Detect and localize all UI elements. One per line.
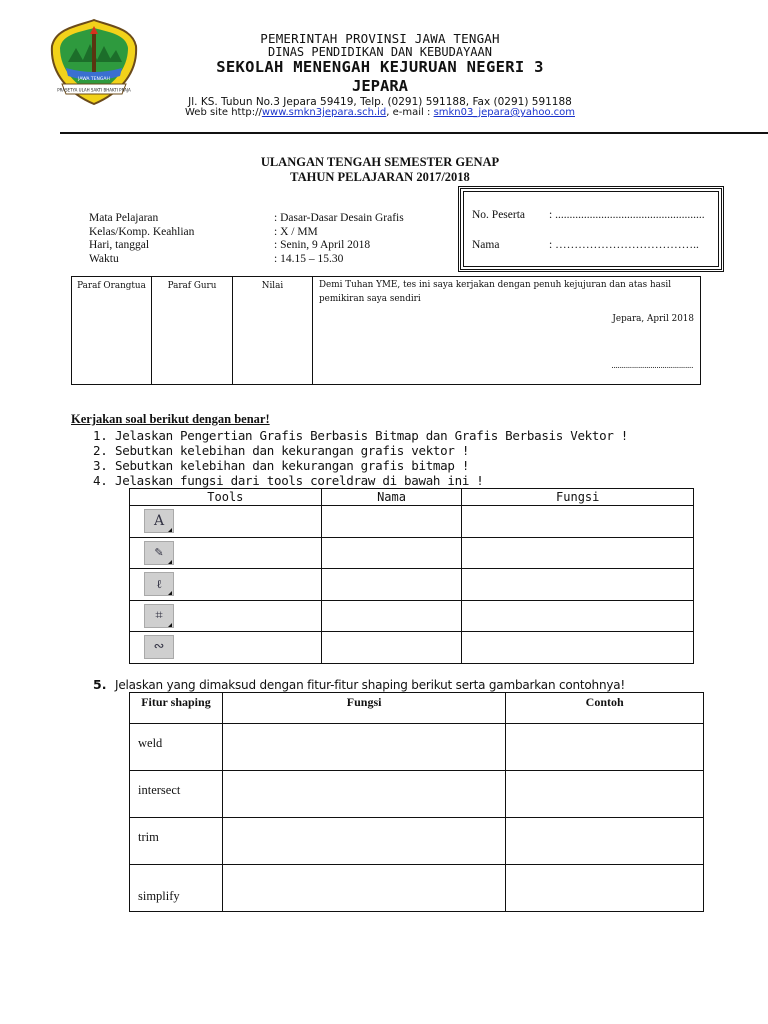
feature-example-answer[interactable]	[506, 818, 704, 865]
question-text: Jelaskan Pengertian Grafis Berbasis Bitmap dan Grafis Berbasis Vektor !	[115, 428, 629, 443]
feature-name: intersect	[130, 771, 223, 818]
question-item	[93, 443, 469, 458]
tool-function-answer[interactable]	[462, 600, 694, 632]
question-number: 3.	[93, 458, 108, 473]
crop-tool-icon: ⌗	[144, 604, 174, 628]
feature-function-answer[interactable]	[222, 771, 505, 818]
question-number: 5.	[93, 677, 107, 692]
tool-function-answer[interactable]	[462, 569, 694, 601]
identity-label: Hari, tanggal	[89, 239, 150, 251]
letterhead-divider	[60, 132, 768, 134]
tool-name-answer[interactable]	[321, 506, 462, 538]
feature-name: trim	[130, 818, 223, 865]
question-text: Sebutkan kelebihan dan kekurangan grafis bitmap !	[115, 458, 470, 473]
table-row	[130, 600, 694, 632]
function-header: Fungsi	[462, 489, 694, 506]
provincial-emblem-logo	[48, 18, 140, 106]
smudge-brush-tool-icon: ∾	[144, 635, 174, 659]
exam-title: ULANGAN TENGAH SEMESTER GENAP	[260, 155, 500, 169]
academic-year: TAHUN PELAJARAN 2017/2018	[290, 170, 470, 184]
text-tool-icon: A	[144, 509, 174, 533]
question-text: Sebutkan kelebihan dan kekurangan grafis vektor !	[115, 443, 470, 458]
participant-box-inner	[463, 191, 719, 267]
feature-function-answer[interactable]	[222, 818, 505, 865]
letterhead-address: Jl. KS. Tubun No.3 Jepara 59419, Telp. (0291) 591188, Fax (0291) 591188	[188, 96, 572, 108]
tools-header: Tools	[130, 489, 322, 506]
tool-icon-cell	[130, 632, 322, 664]
table-row	[130, 506, 694, 538]
email-link[interactable]: smkn03_jepara@yahoo.com	[433, 107, 575, 118]
feature-name: simplify	[130, 865, 223, 912]
table-row	[130, 818, 704, 865]
logo-text: JAWA TENGAH	[78, 77, 110, 82]
parent-signature-cell[interactable]: Paraf Orangtua	[72, 277, 152, 384]
letterhead-province: PEMERINTAH PROVINSI JAWA TENGAH	[260, 31, 500, 46]
identity-value: : X / MM	[274, 225, 318, 238]
honesty-statement: Demi Tuhan YME, tes ini saya kerjakan dengan penuh kejujuran dan atas hasil pemikiran saya sendiri	[319, 280, 672, 304]
tool-function-answer[interactable]	[462, 632, 694, 664]
honesty-statement-cell	[313, 277, 700, 384]
tool-function-answer[interactable]	[462, 537, 694, 569]
letterhead-school: SEKOLAH MENENGAH KEJURUAN NEGERI 3	[216, 58, 544, 76]
letterhead-department: DINAS PENDIDIKAN DAN KEBUDAYAAN	[268, 45, 492, 59]
website-label: Web site http://	[185, 107, 262, 118]
name-header: Nama	[321, 489, 462, 506]
question-item	[93, 428, 628, 443]
logo-motto: PRASETYA ULAH SAKTI BHAKTI PRAJA	[57, 87, 131, 93]
tool-name-answer[interactable]	[321, 569, 462, 601]
table-row	[130, 865, 704, 912]
feature-name: weld	[130, 724, 223, 771]
table-row	[130, 632, 694, 664]
question-number: 1.	[93, 428, 108, 443]
question-number: 4.	[93, 473, 108, 488]
shaping-table-header	[130, 693, 704, 724]
website-link[interactable]: www.smkn3jepara.sch.id	[261, 107, 387, 118]
freehand-tool-icon: ℓ	[144, 572, 174, 596]
tool-icon-cell	[130, 506, 322, 538]
question-item	[93, 677, 625, 692]
participant-box	[458, 186, 724, 272]
identity-value: : Senin, 9 April 2018	[274, 239, 371, 251]
feature-function-answer[interactable]	[222, 865, 505, 912]
tool-icon-cell	[130, 569, 322, 601]
feature-function-answer[interactable]	[222, 724, 505, 771]
question-number: 2.	[93, 443, 108, 458]
identity-value: : Dasar-Dasar Desain Grafis	[274, 212, 404, 224]
function-header: Fungsi	[222, 693, 505, 724]
participant-number-field[interactable]: : ....................................................	[549, 209, 705, 221]
email-label: , e-mail :	[386, 107, 434, 118]
student-signature-line[interactable]: ........................................	[611, 361, 693, 370]
table-row	[130, 771, 704, 818]
table-row	[130, 724, 704, 771]
signature-table	[71, 276, 701, 385]
question-text: Jelaskan fungsi dari tools coreldraw di bawah ini !	[115, 473, 484, 488]
identity-row	[89, 212, 404, 226]
identity-row	[89, 239, 404, 253]
table-row	[130, 569, 694, 601]
instructions-heading: Kerjakan soal berikut dengan benar!	[71, 412, 270, 426]
participant-name-field[interactable]: : ………………………………..	[549, 239, 699, 251]
identity-label: Mata Pelajaran	[89, 212, 159, 224]
identity-row	[89, 226, 404, 240]
identity-row	[89, 253, 404, 267]
identity-value: : 14.15 – 15.30	[274, 252, 344, 265]
table-row	[130, 537, 694, 569]
question-item	[93, 458, 469, 473]
feature-example-answer[interactable]	[506, 724, 704, 771]
feature-example-answer[interactable]	[506, 865, 704, 912]
letterhead-city: JEPARA	[352, 77, 408, 95]
question-item	[93, 473, 484, 488]
tool-icon-cell	[130, 537, 322, 569]
tools-table	[129, 488, 694, 664]
shaping-table	[129, 692, 704, 912]
teacher-signature-cell[interactable]: Paraf Guru	[152, 277, 233, 384]
participant-name-label: Nama	[472, 239, 500, 251]
letterhead-contact	[150, 107, 610, 118]
question-text: Jelaskan yang dimaksud dengan fitur-fitur shaping berikut serta gambarkan contohnya!	[115, 678, 626, 692]
place-date: Jepara, April 2018	[612, 314, 694, 324]
tool-name-answer[interactable]	[321, 600, 462, 632]
tool-icon-cell	[130, 600, 322, 632]
tool-name-answer[interactable]	[321, 537, 462, 569]
feature-header: Fitur shaping	[130, 693, 223, 724]
tool-name-answer[interactable]	[321, 632, 462, 664]
tool-function-answer[interactable]	[462, 506, 694, 538]
score-cell[interactable]: Nilai	[233, 277, 313, 384]
identity-label: Kelas/Komp. Keahlian	[89, 225, 195, 238]
example-header: Contoh	[506, 693, 704, 724]
identity-label: Waktu	[89, 252, 119, 265]
tools-table-header	[130, 489, 694, 506]
feature-example-answer[interactable]	[506, 771, 704, 818]
smart-drawing-tool-icon: ✎	[144, 541, 174, 565]
participant-number-label: No. Peserta	[472, 209, 526, 221]
exam-identity	[89, 212, 404, 266]
